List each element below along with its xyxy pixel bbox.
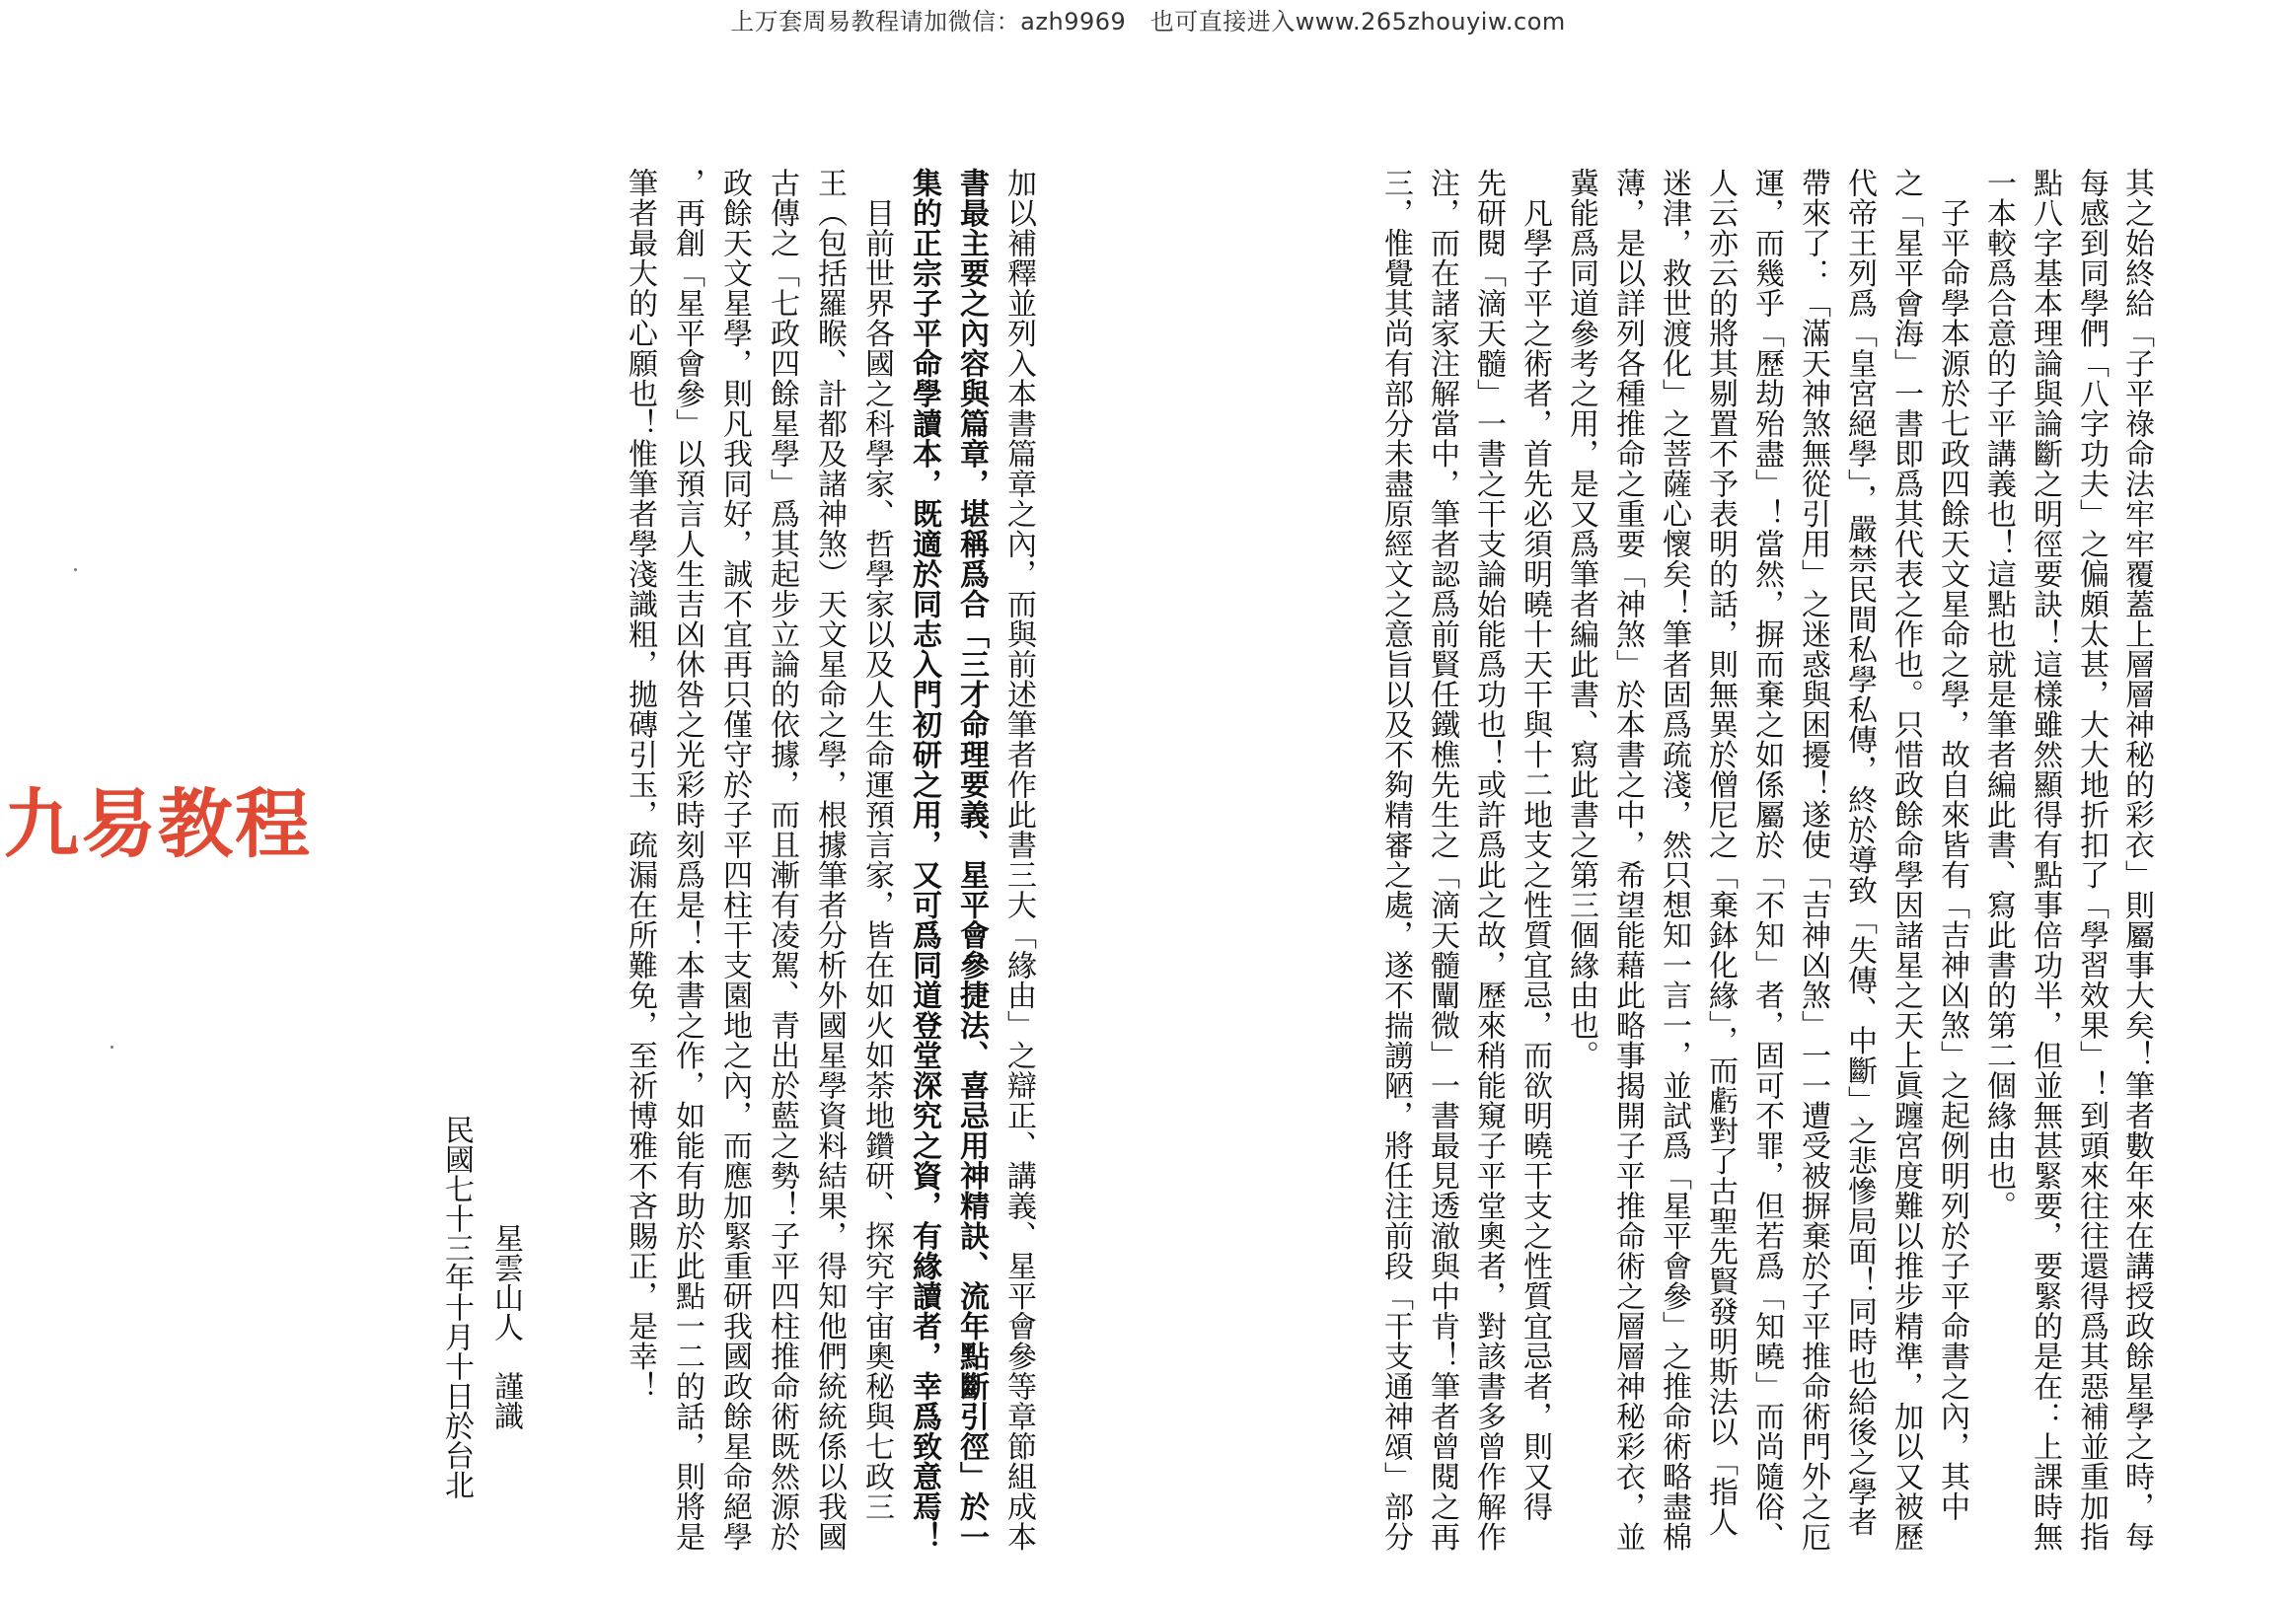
text-column: 冀能爲同道參考之用，是又爲筆者編此書、寫此書之第三個緣由也。 bbox=[1564, 168, 1598, 1070]
text-column: 加以補釋並列入本書篇章之內，而與前述筆者作此書三大「緣由」之辯正、講義、星平會參等章節組成本 bbox=[1001, 168, 1036, 1552]
text-column: 先研閱「滴天髓」一書之干支論始能爲功也！或許爲此之故，歷來稍能窺子平堂奧者，對該書多曾作解作 bbox=[1471, 168, 1506, 1552]
text-column: 古傳之「七政四餘星學」爲其起步立論的依據，而且漸有凌駕、青出於藍之勢！子平四柱推命術既然源於 bbox=[765, 168, 799, 1552]
text-column: 政餘天文星學，則凡我同好，誠不宜再只僅守於子平四柱干支園地之內，而應加緊重研我國政餘星命絕學 bbox=[717, 168, 752, 1552]
text-column: 凡學子平之術者，首先必須明曉十天干與十二地支之性質宜忌，而欲明曉干支之性質宜忌者，則又得 bbox=[1518, 168, 1552, 1522]
text-column: 運，而幾乎「歷劫殆盡」！當然，摒而棄之如係屬於「不知」者，固可不罪，但若爲「知曉」而尚隨俗、 bbox=[1749, 168, 1784, 1552]
page-header-watermark: 上万套周易教程请加微信：azh9969 也可直接进入www.265zhouyiw.com bbox=[730, 8, 1566, 36]
text-column: 點八字基本理論與論斷之明徑要訣！這樣雖然顯得有點事倍功半，但並無甚緊要，要緊的是在：上課時無 bbox=[2028, 168, 2062, 1552]
text-column: ，再創「星平會參」以預言人生吉凶休咎之光彩時刻爲是！本書之作，如能有助於此點一二的話，則將是 bbox=[670, 168, 704, 1552]
text-column: 注，而在諸家注解當中，筆者認爲前賢任鐵樵先生之「滴天髓闡微」一書最見透澈與中肯！筆者曾閱之再 bbox=[1425, 168, 1459, 1552]
logo-watermark: 九易教程 bbox=[4, 780, 312, 868]
text-column: 人云亦云的將其剔置不予表明的話，則無異於僧尼之「棄鉢化緣」，而虧對了古聖先賢發明斯法以「指人 bbox=[1703, 168, 1738, 1537]
text-column: 一本較爲合意的子平講義也！這點也就是筆者編此書、寫此書的第二個緣由也。 bbox=[1981, 168, 2016, 1221]
text-column: 筆者最大的心願也！惟筆者學淺識粗，拋磚引玉，疏漏在所難免，至祈博雅不吝賜正，是幸！ bbox=[623, 168, 657, 1402]
text-column: 帶來了：「滿天神煞無從引用」之迷惑與困擾！遂使「吉神凶煞」一一遭受被摒棄於子平推命術門外之厄 bbox=[1796, 168, 1830, 1552]
date-line: 民國七十三年十月十日於台北 bbox=[439, 1115, 474, 1499]
scan-speck bbox=[74, 568, 77, 571]
text-column: 目前世界各國之科學家、哲學家以及人生命運預言家，皆在如火如荼地鑽研、探究宇宙奧秘與七政三 bbox=[859, 168, 894, 1522]
text-column: 其之始終給「子平祿命法牢牢覆蓋上層層神秘的彩衣」則屬事大矣！筆者數年來在講授政餘星學之時，每 bbox=[2119, 168, 2154, 1552]
text-column: 之「星平會海」一書即爲其代表之作也。只惜政餘命學因諸星之天上眞躔宮度難以推步精準，加以又被歷 bbox=[1889, 168, 1923, 1552]
text-column: 三，惟覺其尚有部分未盡原經文之意旨以及不夠精審之處，遂不揣謭陋，將任注前段「干支通神頌」部分 bbox=[1378, 168, 1413, 1552]
text-column: 代帝王列爲「皇宮絕學」，嚴禁民間私學私傳，終於導致「失傳、中斷」之悲慘局面！同時也給後之學者 bbox=[1842, 168, 1877, 1537]
text-column: 迷津，救世渡化」之菩薩心懷矣！筆者固爲疏淺，然只想知一言一，並試爲「星平會參」之推命術略盡棉 bbox=[1657, 168, 1691, 1552]
text-column: 每感到同學們「八字功夫」之偏頗太甚，大大地折扣了「學習效果」！到頭來往往還得爲其惡補並重加指 bbox=[2074, 168, 2109, 1552]
scan-speck bbox=[111, 1046, 113, 1049]
text-column: 薄，是以詳列各種推命之重要「神煞」於本書之中，希望能藉此略事揭開子平推命術之層層神秘彩衣，並 bbox=[1610, 168, 1645, 1552]
text-column: 集的正宗子平命學讀本，既適於同志入門初研之用，又可爲同道登堂深究之資，有緣讀者，幸爲致意焉！ bbox=[907, 168, 941, 1552]
text-column: 書最主要之內容與篇章，堪稱爲合「三才命理要義、星平會參捷法、喜忌用神精訣、流年點斷引徑」於一 bbox=[954, 168, 989, 1552]
text-column: 王（包括羅睺、計都及諸神煞）天文星命之學，根據筆者分析外國星學資料結果，得知他們統統係以我國 bbox=[812, 168, 847, 1552]
author-signature: 星雲山人 謹識 bbox=[488, 1223, 523, 1430]
text-column: 子平命學本源於七政四餘天文星命之學，故自來皆有「吉神凶煞」之起例明列於子平命書之內，其中 bbox=[1935, 168, 1969, 1522]
